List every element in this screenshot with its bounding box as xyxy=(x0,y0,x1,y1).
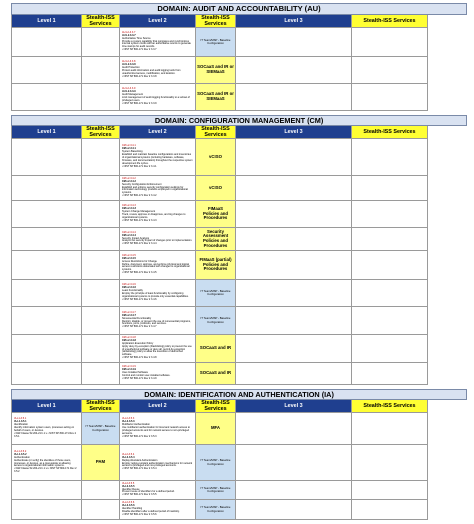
control-ref: AU.L2-3.3.7 xyxy=(122,30,136,34)
level3-service-cell xyxy=(352,201,428,228)
level3-cell xyxy=(236,481,352,500)
control-code: CM.L2-3.4.8 xyxy=(122,338,136,342)
service-label: vCISO xyxy=(209,153,222,159)
column-header-services: Stealth-ISS Services xyxy=(352,126,428,139)
control-desc: Apply deny-by-exception (blacklisting) policy to prevent the use of unauthorized software or deny-all, permit-by-exception (whitelisting) policy to allow the execution of authorized software. xyxy=(122,344,192,357)
level3-cell xyxy=(236,84,352,111)
column-header-level3: Level 3 xyxy=(236,126,352,139)
service-label: IT Team/MSP - Baseline Configuration xyxy=(200,316,231,324)
control-ref: IA.L2-3.5.3 xyxy=(122,417,135,421)
control-ref: IA.L2-3.5.4 xyxy=(122,452,135,456)
control-nist: • NIST SP 800-171 Rev 2 3.4.3 xyxy=(122,218,157,222)
service-cell xyxy=(196,201,236,228)
column-header-services: Stealth-ISS Services xyxy=(352,400,428,413)
level3-cell xyxy=(236,28,352,57)
control-title: Least Functionality xyxy=(122,289,143,293)
control-nist: • NIST SP 800-171 Rev 2 3.4.5 xyxy=(122,271,157,275)
table-row xyxy=(12,307,467,335)
control-cell xyxy=(120,251,196,280)
column-header-services: Stealth-ISS Services xyxy=(196,400,236,413)
service-cell xyxy=(82,84,120,111)
control-code: CM.L2-3.4.5 xyxy=(122,256,136,260)
control-cell xyxy=(120,413,196,445)
control-code: IA.L2-3.5.6 xyxy=(122,504,135,508)
control-nist: • NIST SP 800-171 Rev 2 3.3.7 xyxy=(122,48,157,52)
level3-cell xyxy=(236,413,352,445)
control-desc: Define, document, approve, and enforce physical and logical access restrictions associated with changes to organizational systems. xyxy=(122,262,190,272)
table-row xyxy=(12,139,467,176)
control-ref: CM.L2-3.4.1 xyxy=(122,144,136,148)
service-cell xyxy=(196,413,236,445)
level3-service-cell xyxy=(352,500,428,520)
column-header-level2: Level 2 xyxy=(120,400,196,413)
level3-cell xyxy=(236,500,352,520)
control-title: Identifier Reuse xyxy=(122,487,140,491)
control-desc: Employ the principle of least functionality by configuring organizational systems to provide only essential capabilities. xyxy=(122,292,189,298)
control-cell xyxy=(120,363,196,385)
control-code: CM.L2-3.4.2 xyxy=(122,179,136,183)
service-label: SOCaaS and IR or SIEMaaS xyxy=(197,64,234,74)
control-code: IA.L2-3.5.3 xyxy=(122,420,135,424)
service-label: IT Team/MSP - Baseline Configuration xyxy=(200,458,231,466)
control-title: Security Configuration Enforcement xyxy=(122,182,162,186)
level3-service-cell xyxy=(352,363,428,385)
control-nist: • NIST SP 800-171 Rev 2 3.3.8 xyxy=(122,74,157,78)
control-cell xyxy=(12,363,82,385)
service-cell xyxy=(196,280,236,307)
service-cell xyxy=(196,228,236,251)
level3-cell xyxy=(236,251,352,280)
service-label: Security Assessment Policies and Procedures xyxy=(202,228,229,248)
level3-service-cell xyxy=(352,84,428,111)
service-cell xyxy=(82,228,120,251)
control-title: System Change Management xyxy=(122,210,156,214)
level3-service-cell xyxy=(352,307,428,335)
control-nist: • NIST SP 800-171 Rev 2 3.4.8 xyxy=(122,356,157,360)
table-row xyxy=(12,84,467,111)
control-desc: Use multifactor authentication for local and network access to privileged accounts and for network access to non-privileged accounts. xyxy=(122,426,190,435)
control-desc: Limit management of audit logging functionality to a subset of privileged users. xyxy=(122,96,190,102)
control-nist: • NIST SP 800-171 Rev 2 3.5.6 xyxy=(122,512,157,516)
control-ref: IA.L2-3.5.5 xyxy=(122,481,135,485)
control-nist: • NIST SP 800-171 Rev 2 3.5.4 xyxy=(122,467,157,471)
control-ref: CM.L2-3.4.8 xyxy=(122,335,136,339)
control-nist: • NIST SP 800-171 Rev 2 3.4.7 xyxy=(122,325,157,329)
domain-table xyxy=(11,389,467,520)
control-ref: CM.L2-3.4.6 xyxy=(122,283,136,287)
control-cell xyxy=(12,500,82,520)
service-cell xyxy=(196,363,236,385)
level3-service-cell xyxy=(352,445,428,481)
level3-service-cell xyxy=(352,176,428,201)
level3-cell xyxy=(236,307,352,335)
service-cell xyxy=(82,28,120,57)
control-title: Replay-Resistant Authentication xyxy=(122,458,158,462)
service-label: IT Team/MSP - Baseline Configuration xyxy=(85,424,116,432)
control-code: IA.L2-3.5.5 xyxy=(122,484,135,488)
service-cell xyxy=(82,307,120,335)
control-nist: • NIST SP 800-171 Rev 2 3.3.9 xyxy=(122,101,157,105)
level3-cell xyxy=(236,445,352,481)
column-header-level1: Level 1 xyxy=(12,15,82,28)
table-row xyxy=(12,335,467,363)
control-ref: CM.L2-3.4.7 xyxy=(122,310,136,314)
service-label: IT Team/MSP - Baseline Configuration xyxy=(200,505,231,513)
control-cell xyxy=(12,445,82,481)
service-cell xyxy=(82,201,120,228)
control-desc: Employ replay-resistant authentication mechanisms for network access to privileged and non-privileged accounts. xyxy=(122,461,193,468)
level3-service-cell xyxy=(352,57,428,84)
table-row xyxy=(12,500,467,520)
table-row xyxy=(12,445,467,481)
control-cell xyxy=(12,280,82,307)
control-code: CM.L2-3.4.6 xyxy=(122,286,136,290)
column-header-level1: Level 1 xyxy=(12,126,82,139)
level3-service-cell xyxy=(352,280,428,307)
level3-service-cell xyxy=(352,335,428,363)
service-label: IT Team/MSP - Baseline Configuration xyxy=(200,37,231,45)
control-title: Authoritative Time Source xyxy=(122,36,151,40)
column-header-row xyxy=(12,126,467,139)
domain-table xyxy=(11,3,467,111)
service-label: IT Team/MSP - Baseline Configuration xyxy=(200,288,231,296)
service-cell xyxy=(82,335,120,363)
control-ref: CM.L2-3.4.2 xyxy=(122,176,136,180)
control-cell xyxy=(120,445,196,481)
control-code: IA.L1-3.5.2 xyxy=(14,452,27,456)
control-ref: CM.L2-3.4.3 xyxy=(122,204,136,208)
level3-cell xyxy=(236,228,352,251)
control-cell xyxy=(120,139,196,176)
service-label: IT Team/MSP - Baseline Configuration xyxy=(200,485,231,493)
control-title: Audit Management xyxy=(122,93,143,97)
control-code: IA.L2-3.5.4 xyxy=(122,455,135,459)
control-code: CM.L2-3.4.3 xyxy=(122,207,136,211)
control-title: User-Installed Software xyxy=(122,371,148,375)
service-cell xyxy=(196,84,236,111)
control-code: AU.L2-3.3.8 xyxy=(122,63,136,67)
domain-table xyxy=(11,115,467,385)
level3-service-cell xyxy=(352,228,428,251)
table-row xyxy=(12,228,467,251)
service-cell xyxy=(196,28,236,57)
level3-cell xyxy=(236,280,352,307)
service-cell xyxy=(82,176,120,201)
control-nist: • NIST SP 800-171 Rev 2 3.5.5 xyxy=(122,493,157,497)
table-row xyxy=(12,57,467,84)
control-desc: Restrict, disable, or prevent the use of nonessential programs, functions, ports, protocols, and services. xyxy=(122,319,191,326)
service-label: SOCaaS and IR xyxy=(199,370,232,376)
control-nist: • FAR Clause 52.204-21 b.1.vi • NIST SP 800-171 Rev 2 3.5.2 xyxy=(14,467,77,474)
control-nist: • NIST SP 800-171 Rev 2 3.4.1 xyxy=(122,164,157,168)
control-desc: Prevent reuse of identifiers for a defined period. xyxy=(122,490,175,494)
table-row xyxy=(12,413,467,445)
control-cell xyxy=(120,481,196,500)
table-row xyxy=(12,251,467,280)
control-title: Identifier Handling xyxy=(122,507,143,511)
column-header-level1: Level 1 xyxy=(12,400,82,413)
control-cell xyxy=(12,228,82,251)
control-desc: Provide a system capability that compares and synchronizes internal system clocks with an authoritative source to generate time stamps for audit records. xyxy=(122,39,191,49)
control-cell xyxy=(12,307,82,335)
control-ref: IA.L2-3.5.6 xyxy=(122,501,135,505)
control-code: CM.L2-3.4.9 xyxy=(122,368,136,372)
service-cell xyxy=(82,280,120,307)
service-label: FIMaaS (partial) Policies and Procedures xyxy=(199,257,232,272)
control-code: CM.L2-3.4.4 xyxy=(122,233,136,237)
control-title: Identification xyxy=(14,423,29,427)
service-cell xyxy=(82,251,120,280)
control-cell xyxy=(12,481,82,500)
service-cell xyxy=(196,57,236,84)
control-code: IA.L1-3.5.1 xyxy=(14,420,27,424)
control-title: Application Execution Policy xyxy=(122,341,154,345)
control-ref: CM.L2-3.4.9 xyxy=(122,365,136,369)
control-nist: • NIST SP 800-171 Rev 2 3.4.2 xyxy=(122,194,157,198)
service-label: SOCaaS and IR xyxy=(199,345,232,351)
control-nist: • NIST SP 800-171 Rev 2 3.4.9 xyxy=(122,376,157,380)
service-cell xyxy=(82,57,120,84)
column-header-services: Stealth-ISS Services xyxy=(196,126,236,139)
control-cell xyxy=(120,57,196,84)
control-desc: Establish and enforce security configuration settings for information technology products employed in organizational systems. xyxy=(122,185,188,195)
service-cell xyxy=(196,307,236,335)
column-header-services: Stealth-ISS Services xyxy=(82,400,120,413)
control-ref: CM.L2-3.4.5 xyxy=(122,253,136,257)
control-cell xyxy=(120,201,196,228)
control-nist: • NIST SP 800-171 Rev 2 3.5.3 xyxy=(122,434,157,438)
control-desc: Protect audit information and audit logging tools from unauthorized access, modification, and deletion. xyxy=(122,69,181,75)
level3-cell xyxy=(236,201,352,228)
control-cell xyxy=(12,335,82,363)
service-cell xyxy=(196,335,236,363)
control-desc: Authenticate (or verify) the identities of those users, processes, or devices, as a prerequisite to allowing access to organizational information systems. xyxy=(14,458,71,468)
service-cell xyxy=(196,139,236,176)
control-nist: • FAR Clause 52.204-21 b.1.v • NIST SP 800-171 Rev 2 3.5.1 xyxy=(14,431,76,438)
service-cell xyxy=(82,481,120,500)
column-header-row xyxy=(12,15,467,28)
control-ref: AU.L2-3.3.9 xyxy=(122,87,136,91)
control-title: Access Restrictions for Change xyxy=(122,259,157,263)
control-cell xyxy=(120,500,196,520)
service-cell xyxy=(82,413,120,445)
column-header-level3: Level 3 xyxy=(236,400,352,413)
control-cell xyxy=(12,176,82,201)
column-header-services: Stealth-ISS Services xyxy=(196,15,236,28)
table-row xyxy=(12,176,467,201)
service-cell xyxy=(82,139,120,176)
service-label: FIMaaS Policies and Procedures xyxy=(202,206,229,221)
column-header-services: Stealth-ISS Services xyxy=(82,126,120,139)
control-title: Multifactor Authentication xyxy=(122,423,150,427)
control-cell xyxy=(120,84,196,111)
service-label: vCISO xyxy=(209,184,222,190)
domain-title: DOMAIN: IDENTIFICATION AND AUTHENTICATION (IA) xyxy=(12,390,467,400)
control-cell xyxy=(120,176,196,201)
control-code: AU.L2-3.3.7 xyxy=(122,33,136,37)
control-ref: IA.L1-3.5.2 xyxy=(14,449,27,453)
level3-cell xyxy=(236,57,352,84)
level3-service-cell xyxy=(352,28,428,57)
control-desc: Establish and maintain baseline configurations and inventories of organizational systems (including hardware, software, firmware, and documentation) throughout the respective system development life cycles. xyxy=(122,153,193,165)
control-code: CM.L2-3.4.1 xyxy=(122,147,136,151)
control-cell xyxy=(120,280,196,307)
service-cell xyxy=(196,500,236,520)
control-cell xyxy=(12,28,82,57)
control-cell xyxy=(12,139,82,176)
control-matrix-page xyxy=(11,3,466,520)
service-label: MFA xyxy=(210,425,221,431)
column-header-services: Stealth-ISS Services xyxy=(82,15,120,28)
level3-cell xyxy=(236,335,352,363)
control-code: CM.L2-3.4.7 xyxy=(122,313,136,317)
control-desc: Track, review, approve or disapprove, and log changes to organizational systems. xyxy=(122,213,186,219)
control-ref: AU.L2-3.3.8 xyxy=(122,60,136,64)
level3-cell xyxy=(236,363,352,385)
control-ref: CM.L2-3.4.4 xyxy=(122,230,136,234)
control-desc: Control and monitor user-installed software. xyxy=(122,373,171,377)
table-row xyxy=(12,280,467,307)
domain-title: DOMAIN: AUDIT AND ACCOUNTABILITY (AU) xyxy=(12,4,467,15)
service-cell xyxy=(82,445,120,481)
level3-service-cell xyxy=(352,413,428,445)
control-cell xyxy=(12,84,82,111)
service-cell xyxy=(196,176,236,201)
control-nist: • NIST SP 800-171 Rev 2 3.4.6 xyxy=(122,297,157,301)
table-row xyxy=(12,481,467,500)
column-header-row xyxy=(12,400,467,413)
control-title: Audit Protection xyxy=(122,66,140,70)
control-cell xyxy=(12,251,82,280)
service-label: PAM xyxy=(95,459,106,465)
service-label: SOCaaS and IR or SIEMaaS xyxy=(197,91,234,101)
level3-cell xyxy=(236,176,352,201)
service-cell xyxy=(82,500,120,520)
control-desc: Identify information system users, processes acting on behalf of users, or devices. xyxy=(14,426,75,432)
control-cell xyxy=(12,201,82,228)
service-cell xyxy=(82,363,120,385)
control-cell xyxy=(120,28,196,57)
control-title: Nonessential Functionality xyxy=(122,316,152,320)
control-title: System Baselining xyxy=(122,150,143,154)
column-header-services: Stealth-ISS Services xyxy=(352,15,428,28)
control-code: AU.L2-3.3.9 xyxy=(122,90,136,94)
control-cell xyxy=(120,335,196,363)
level3-cell xyxy=(236,139,352,176)
table-row xyxy=(12,363,467,385)
control-title: Security Impact Analysis xyxy=(122,236,150,240)
service-cell xyxy=(196,445,236,481)
control-nist: • NIST SP 800-171 Rev 2 3.4.4 xyxy=(122,242,157,246)
control-cell xyxy=(120,228,196,251)
service-cell xyxy=(196,481,236,500)
column-header-level2: Level 2 xyxy=(120,15,196,28)
control-cell xyxy=(12,413,82,445)
control-ref: IA.L1-3.5.1 xyxy=(14,417,27,421)
service-cell xyxy=(196,251,236,280)
column-header-level3: Level 3 xyxy=(236,15,352,28)
level3-service-cell xyxy=(352,139,428,176)
table-row xyxy=(12,28,467,57)
level3-service-cell xyxy=(352,481,428,500)
control-cell xyxy=(12,57,82,84)
control-desc: Disable identifiers after a defined period of inactivity. xyxy=(122,509,180,513)
domain-title: DOMAIN: CONFIGURATION MANAGEMENT (CM) xyxy=(12,116,467,126)
control-desc: Analyze the security impact of changes prior to implementation. xyxy=(122,239,193,243)
table-row xyxy=(12,201,467,228)
column-header-level2: Level 2 xyxy=(120,126,196,139)
control-title: Authentication xyxy=(14,455,30,459)
control-cell xyxy=(120,307,196,335)
level3-service-cell xyxy=(352,251,428,280)
